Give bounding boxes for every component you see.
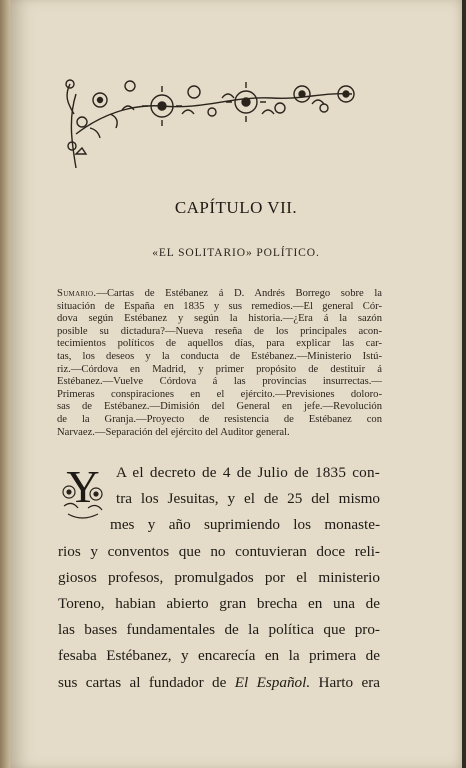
page-edge [0,0,10,768]
drop-cap-letter: Y [66,462,100,512]
chapter-summary [57,288,382,439]
summary-line: situación de España en 1835 y sus remedios.—El general Cór- [57,300,382,312]
summary-line: dova según Estébanez y según la historia.—¿Era á la sazón [57,313,382,325]
body-line: tra los Jesuitas, y el de 25 del mismo [116,490,380,508]
body-text [58,460,380,696]
body-line: Toreno, habian abierto gran brecha en una de [58,595,380,613]
italic-title: El Español. [234,673,311,691]
body-line: giosos profesos, promulgados por el ministerio [58,568,380,586]
summary-line: Sumario.—Cartas de Estébanez á D. Andrés Borrego sobre la [57,288,382,299]
body-line: A el decreto de 4 de Julio de 1835 con- [116,464,380,481]
summary-line: Narvaez.—Separación del ejército del Auditor general. [57,426,290,438]
body-line: fesaba Estébanez, y encarecía en la primera de [58,647,380,665]
body-line: mes y año suprimiendo los monaste- [110,516,380,534]
summary-line: tecimientos políticos de aquellos días, para explicar las car- [57,338,382,350]
body-line: rios y conventos que no contuvieran doce reli- [58,542,380,560]
summary-line: de la Granja.—Proyecto de resistencia de Estébanez con [57,413,382,425]
floral-ornament-icon [62,74,362,170]
body-line: las bases fundamentales de la política que pro- [58,621,380,639]
summary-line: posible su dictadura?—Nueva reseña de los principales acon- [57,325,382,337]
summary-label: Sumario. [57,288,97,299]
summary-line: sas de Estébanez.—Dimisión del General en jefe.—Revolución [57,401,382,413]
summary-line: Estébanez.—Vuelve Córdova á las provincias insurrectas.— [57,376,382,388]
summary-line: tas, los deseos y la conducta de Estébanez.—Ministerio Istú- [57,350,382,362]
body-line-last: sus cartas al fundador de El Español. Harto era [58,673,380,691]
book-page [10,0,462,768]
chapter-subtitle: «EL SOLITARIO» POLÍTICO. [152,247,320,259]
summary-line: riz.—Córdova en Madrid, y primer propósito de destituir á [57,363,382,375]
summary-line: Primeras conspiraciones en el ejército.—Previsiones doloro- [57,388,382,400]
chapter-title: CAPÍTULO VII. [174,198,298,217]
